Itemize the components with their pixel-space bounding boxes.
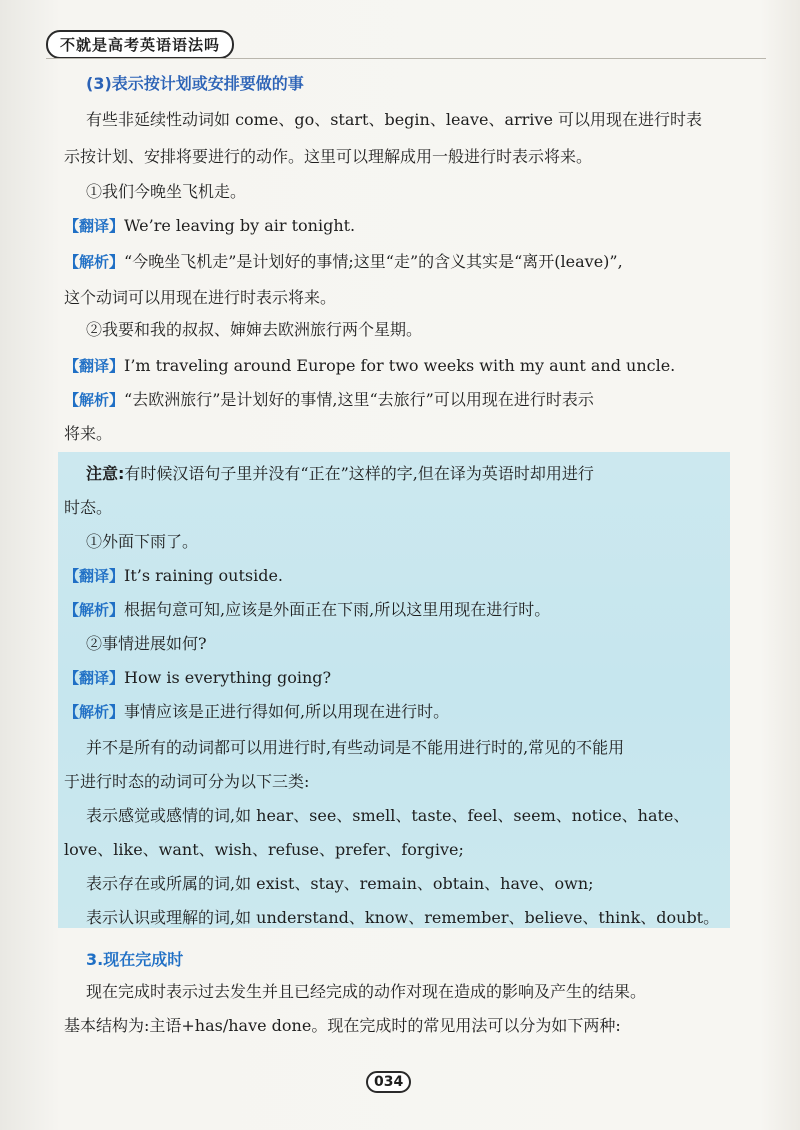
note-paragraph-2: 于进行时态的动词可分为以下三类: [64, 772, 310, 791]
example-2-analysis-text-1: “去欧洲旅行”是计划好的事情,这里“去旅行”可以用现在进行时表示 [124, 390, 594, 409]
note-example-2-analysis-text: 事情应该是正进行得如何,所以用现在进行时。 [124, 702, 450, 721]
header-divider [46, 58, 766, 59]
translation-tag: 【翻译】 [64, 669, 125, 687]
next-section-text-2: 基本结构为:主语+has/have done。现在完成时的常见用法可以分为如下两种: [64, 1016, 621, 1035]
analysis-tag: 【解析】 [64, 703, 125, 721]
note-example-2-chinese: ②事情进展如何? [86, 634, 207, 653]
note-paragraph-1: 并不是所有的动词都可以用进行时,有些动词是不能用进行时的,常见的不能用 [86, 738, 625, 757]
note-example-1-english: It’s raining outside. [124, 566, 283, 585]
category-1-line-2: love、like、want、wish、refuse、prefer、forgive; [64, 840, 464, 859]
example-1-analysis-text-1: “今晚坐飞机走”是计划好的事情;这里“走”的含义其实是“离开(leave)”, [124, 252, 623, 271]
example-2-translation [64, 354, 675, 378]
category-1-line-1: 表示感觉或感情的词,如 hear、see、smell、taste、feel、seem、notice、hate、 [86, 806, 690, 825]
note-label: 注意: [86, 464, 125, 483]
analysis-tag: 【解析】 [64, 253, 125, 271]
note-line-1 [86, 462, 594, 486]
intro-line-2: 示按计划、安排将要进行的动作。这里可以理解成用一般进行时表示将来。 [64, 147, 593, 166]
note-example-2-analysis [64, 700, 449, 724]
page-number: 034 [366, 1071, 411, 1093]
example-2-english: I’m traveling around Europe for two weeks with my aunt and uncle. [124, 356, 676, 375]
example-1-analysis-text-2: 这个动词可以用现在进行时表示将来。 [64, 288, 337, 307]
note-example-2-english: How is everything going? [124, 668, 332, 687]
example-2-chinese: ②我要和我的叔叔、婶婶去欧洲旅行两个星期。 [86, 320, 423, 339]
next-section-text-1: 现在完成时表示过去发生并且已经完成的动作对现在造成的影响及产生的结果。 [86, 982, 647, 1001]
translation-tag: 【翻译】 [64, 217, 125, 235]
intro-line-1: 有些非延续性动词如 come、go、start、begin、leave、arrive 可以用现在进行时表 [86, 110, 703, 129]
note-example-2-translation [64, 666, 331, 690]
next-section-title: 3.现在完成时 [86, 950, 184, 969]
example-2-analysis [64, 388, 594, 412]
section-heading: (3)表示按计划或安排要做的事 [86, 74, 304, 93]
analysis-tag: 【解析】 [64, 391, 125, 409]
example-1-analysis [64, 250, 623, 274]
example-1-translation [64, 214, 355, 238]
category-3: 表示认识或理解的词,如 understand、know、remember、believe、think、doubt。 [86, 908, 720, 927]
note-text-1: 有时候汉语句子里并没有“正在”这样的字,但在译为英语时却用进行 [124, 464, 594, 483]
translation-tag: 【翻译】 [64, 357, 125, 375]
book-title-tag: 不就是高考英语语法吗 [46, 30, 234, 59]
example-1-english: We’re leaving by air tonight. [124, 216, 356, 235]
note-example-1-translation [64, 564, 283, 588]
translation-tag: 【翻译】 [64, 567, 125, 585]
note-text-2: 时态。 [64, 498, 113, 517]
category-2: 表示存在或所属的词,如 exist、stay、remain、obtain、have、own; [86, 874, 594, 893]
note-example-1-chinese: ①外面下雨了。 [86, 532, 199, 551]
analysis-tag: 【解析】 [64, 601, 125, 619]
example-1-chinese: ①我们今晚坐飞机走。 [86, 182, 247, 201]
note-example-1-analysis-text: 根据句意可知,应该是外面正在下雨,所以这里用现在进行时。 [124, 600, 551, 619]
example-2-analysis-text-2: 将来。 [64, 424, 113, 443]
note-example-1-analysis [64, 598, 550, 622]
